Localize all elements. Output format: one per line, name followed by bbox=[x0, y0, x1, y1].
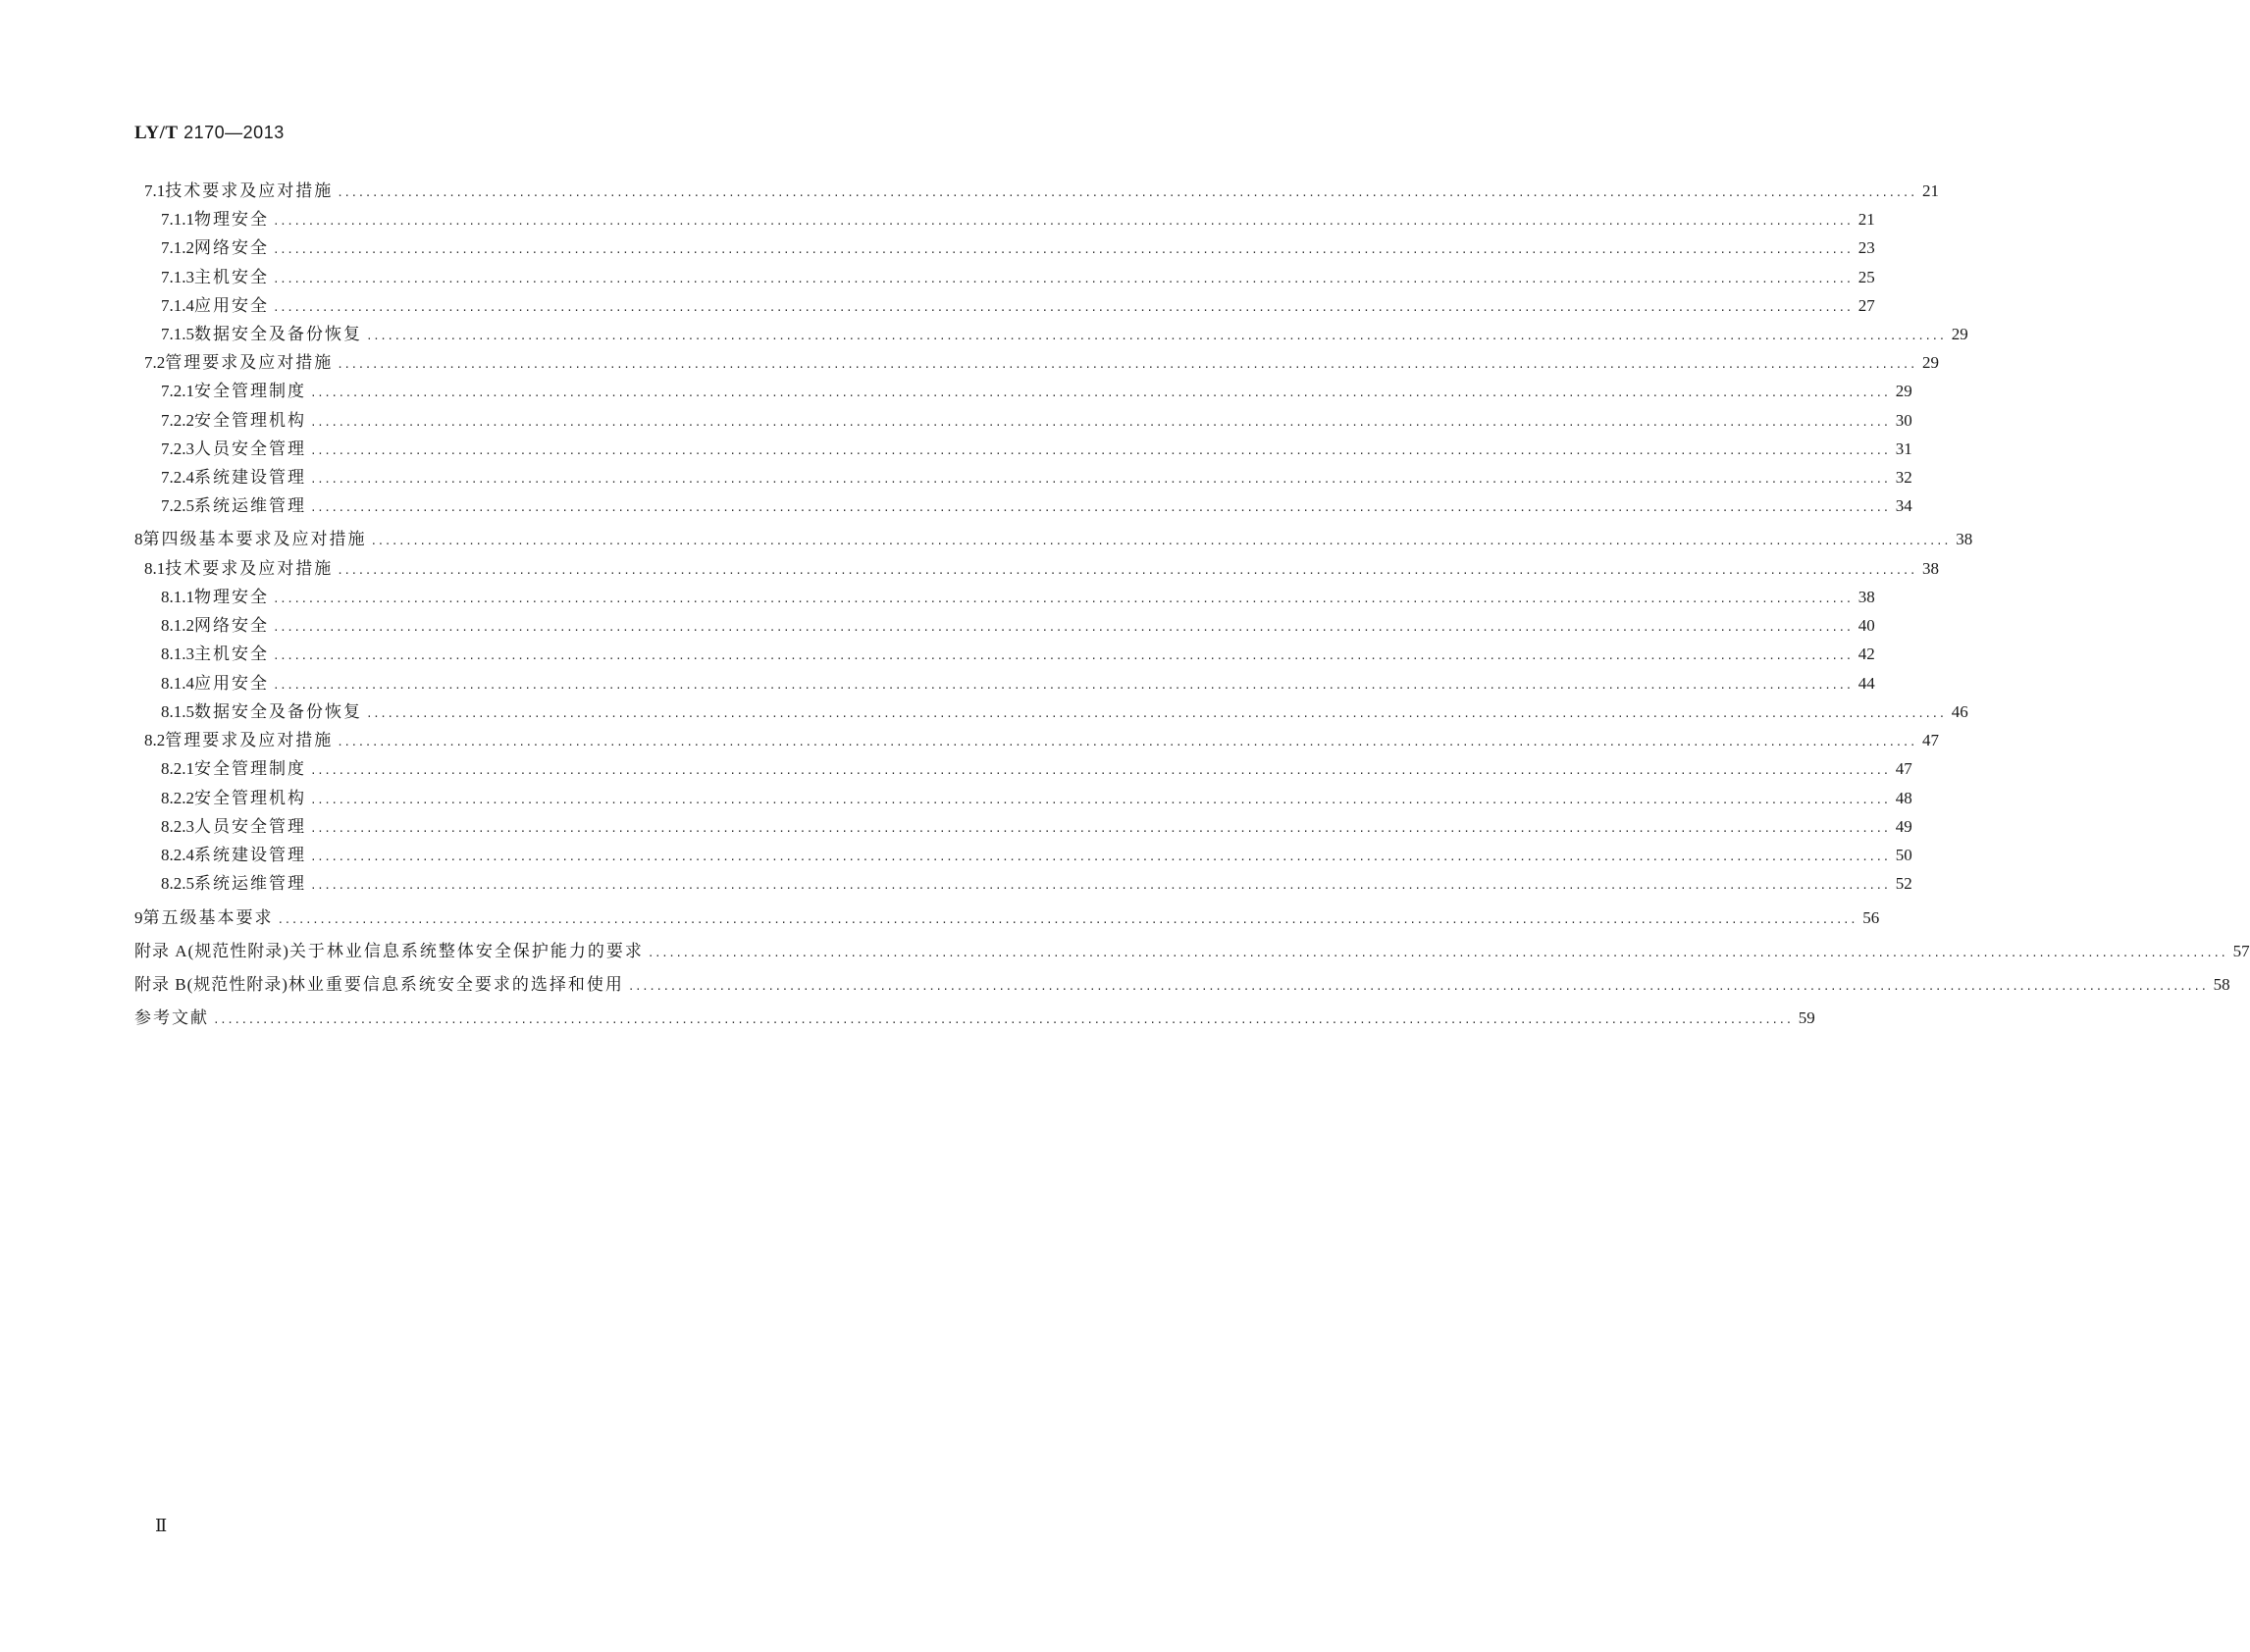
toc-leader-dots: .................................................................................................................................................................................................................................. bbox=[277, 913, 1858, 926]
toc-entry-number: 8.1.2 bbox=[161, 616, 194, 635]
toc-leader-dots: .................................................................................................................................................................................................................................. bbox=[627, 980, 2208, 993]
toc-entry-page: 29 bbox=[1951, 325, 1968, 343]
toc-leader-dots: .................................................................................................................................................................................................................................. bbox=[310, 764, 1890, 777]
toc-entry-number: 8.2.5 bbox=[161, 874, 194, 893]
toc-entry-number: 7.1.3 bbox=[161, 268, 194, 286]
toc-leader-dots: .................................................................................................................................................................................................................................. bbox=[273, 273, 1853, 285]
toc-leader-dots: .................................................................................................................................................................................................................................. bbox=[310, 416, 1890, 429]
standard-prefix: LY/T bbox=[134, 123, 179, 143]
toc-entry[interactable] bbox=[134, 937, 2250, 962]
toc-leader-dots: .................................................................................................................................................................................................................................. bbox=[337, 186, 1916, 199]
toc-entry-number: 7.1.5 bbox=[161, 325, 194, 343]
toc-entry[interactable] bbox=[134, 233, 1875, 259]
toc-entry-title: 系统运维管理 bbox=[194, 874, 306, 894]
toc-entry-page: 27 bbox=[1858, 296, 1875, 315]
toc-leader-dots: .................................................................................................................................................................................................................................. bbox=[370, 535, 1951, 547]
toc-leader-dots: .................................................................................................................................................................................................................................. bbox=[310, 879, 1890, 892]
toc-entry-number: 7.1.1 bbox=[161, 210, 194, 229]
toc-leader-dots: .................................................................................................................................................................................................................................. bbox=[310, 387, 1890, 399]
toc-leader-dots: .................................................................................................................................................................................................................................. bbox=[337, 736, 1916, 749]
toc-entry[interactable] bbox=[134, 1004, 1815, 1029]
toc-entry-page: 56 bbox=[1862, 908, 1880, 927]
toc-entry-title: 人员安全管理 bbox=[194, 817, 306, 837]
toc-leader-dots: .................................................................................................................................................................................................................................. bbox=[337, 564, 1916, 577]
toc-leader-dots: .................................................................................................................................................................................................................................. bbox=[273, 301, 1853, 314]
toc-entry[interactable] bbox=[134, 177, 1939, 202]
toc-entry-page: 59 bbox=[1798, 1008, 1815, 1027]
toc-leader-dots: .................................................................................................................................................................................................................................. bbox=[310, 501, 1890, 514]
toc-entry-title: 第五级基本要求 bbox=[142, 908, 274, 928]
toc-entry-title: 技术要求及应对措施 bbox=[165, 181, 334, 201]
toc-entry[interactable] bbox=[134, 970, 2230, 996]
toc-entry[interactable] bbox=[134, 754, 1912, 780]
toc-entry-page: 46 bbox=[1951, 702, 1968, 721]
toc-entry-title: 网络安全 bbox=[194, 238, 269, 258]
toc-entry-number: 7.2.1 bbox=[161, 382, 194, 400]
toc-entry-title: 应用安全 bbox=[194, 674, 269, 694]
toc-entry[interactable] bbox=[134, 554, 1939, 580]
toc-entry[interactable] bbox=[134, 669, 1875, 695]
toc-entry-number: 8.2 bbox=[144, 731, 166, 749]
toc-entry-number: 8.2.2 bbox=[161, 789, 194, 807]
toc-entry-title: 管理要求及应对措施 bbox=[165, 731, 334, 750]
toc-entry-title: 主机安全 bbox=[194, 268, 269, 287]
toc-leader-dots: .................................................................................................................................................................................................................................. bbox=[310, 851, 1890, 863]
toc-entry[interactable] bbox=[134, 640, 1875, 665]
toc-entry-title: 管理要求及应对措施 bbox=[165, 353, 334, 373]
toc-entry-title: 数据安全及备份恢复 bbox=[194, 325, 362, 344]
toc-entry-page: 50 bbox=[1895, 846, 1912, 864]
toc-entry-number: 8.1 bbox=[144, 559, 166, 578]
standard-header bbox=[134, 123, 285, 144]
toc-entry-number: 9 bbox=[134, 908, 143, 927]
toc-entry-page: 30 bbox=[1895, 411, 1912, 430]
toc-entry-number: 8 bbox=[134, 530, 143, 548]
toc-leader-dots: .................................................................................................................................................................................................................................. bbox=[310, 794, 1890, 806]
page-number: Ⅱ bbox=[155, 1516, 168, 1535]
toc-entry-page: 44 bbox=[1858, 674, 1875, 693]
toc-entry-number: 7.1.2 bbox=[161, 238, 194, 257]
toc-entry[interactable] bbox=[134, 263, 1875, 288]
toc-entry-page: 21 bbox=[1858, 210, 1875, 229]
toc-entry-number: 8.2.1 bbox=[161, 759, 194, 778]
toc-entry-title: 人员安全管理 bbox=[194, 439, 306, 459]
toc-entry-page: 58 bbox=[2213, 975, 2230, 994]
toc-leader-dots: .................................................................................................................................................................................................................................. bbox=[273, 215, 1853, 228]
toc-leader-dots: .................................................................................................................................................................................................................................. bbox=[273, 243, 1853, 256]
toc-entry-page: 25 bbox=[1858, 268, 1875, 286]
toc-leader-dots: .................................................................................................................................................................................................................................. bbox=[366, 707, 1946, 720]
toc-entry-number: 8.1.4 bbox=[161, 674, 194, 693]
toc-entry-page: 47 bbox=[1921, 731, 1939, 749]
toc-entry-title: 安全管理机构 bbox=[194, 411, 306, 431]
toc-entry[interactable] bbox=[134, 583, 1875, 608]
toc-entry[interactable] bbox=[134, 611, 1875, 637]
toc-entry-page: 47 bbox=[1895, 759, 1912, 778]
toc-leader-dots: .................................................................................................................................................................................................................................. bbox=[310, 473, 1890, 486]
toc-entry-page: 32 bbox=[1895, 468, 1912, 487]
toc-entry-title: 关于林业信息系统整体安全保护能力的要求 bbox=[288, 942, 644, 961]
toc-leader-dots: .................................................................................................................................................................................................................................. bbox=[337, 358, 1916, 371]
toc-entry[interactable] bbox=[134, 903, 1880, 929]
toc-leader-dots: .................................................................................................................................................................................................................................. bbox=[213, 1013, 1793, 1026]
toc-entry-number: 7.1 bbox=[144, 181, 166, 200]
toc-entry-page: 52 bbox=[1895, 874, 1912, 893]
toc-leader-dots: .................................................................................................................................................................................................................................. bbox=[273, 621, 1853, 634]
toc-leader-dots: .................................................................................................................................................................................................................................. bbox=[647, 947, 2227, 959]
toc-entry-page: 21 bbox=[1921, 181, 1939, 200]
toc-leader-dots: .................................................................................................................................................................................................................................. bbox=[310, 822, 1890, 835]
toc-entry[interactable] bbox=[134, 784, 1912, 809]
toc-entry-title: 第四级基本要求及应对措施 bbox=[142, 530, 367, 549]
toc-entry-title: 系统建设管理 bbox=[194, 846, 306, 865]
toc-entry[interactable] bbox=[134, 406, 1912, 432]
toc-entry[interactable] bbox=[134, 491, 1912, 517]
toc-entry-number: 8.1.3 bbox=[161, 645, 194, 663]
toc-entry-title: 物理安全 bbox=[194, 588, 269, 607]
toc-entry-page: 34 bbox=[1895, 496, 1912, 515]
toc-entry-number: 8.2.4 bbox=[161, 846, 194, 864]
toc-entry-page: 40 bbox=[1858, 616, 1875, 635]
toc-entry[interactable] bbox=[134, 697, 1968, 723]
toc-entry-number: 附录 B(规范性附录) bbox=[134, 975, 288, 994]
toc-entry-number: 7.2.4 bbox=[161, 468, 194, 487]
toc-entry[interactable] bbox=[134, 869, 1912, 895]
toc-entry-title: 安全管理制度 bbox=[194, 759, 306, 779]
toc-entry-page: 42 bbox=[1858, 645, 1875, 663]
toc-entry[interactable] bbox=[134, 463, 1912, 489]
toc-entry[interactable] bbox=[134, 377, 1912, 402]
toc-entry-page: 29 bbox=[1895, 382, 1912, 400]
toc-entry[interactable] bbox=[134, 812, 1912, 838]
toc-entry-page: 38 bbox=[1956, 530, 1973, 548]
toc-entry-number: 8.2.3 bbox=[161, 817, 194, 836]
toc-entry-title: 应用安全 bbox=[194, 296, 269, 316]
toc-entry[interactable] bbox=[134, 291, 1875, 317]
toc-entry[interactable] bbox=[134, 726, 1939, 751]
toc-entry-title: 主机安全 bbox=[194, 645, 269, 664]
toc-entry-title: 物理安全 bbox=[194, 210, 269, 230]
toc-entry-page: 38 bbox=[1921, 559, 1939, 578]
toc-entry-title: 安全管理制度 bbox=[194, 382, 306, 401]
toc-entry[interactable] bbox=[134, 525, 1973, 550]
toc-entry-number: 7.2.2 bbox=[161, 411, 194, 430]
toc-entry[interactable] bbox=[134, 320, 1968, 345]
toc-leader-dots: .................................................................................................................................................................................................................................. bbox=[273, 593, 1853, 605]
toc-entry[interactable] bbox=[134, 205, 1875, 231]
standard-code: 2170—2013 bbox=[183, 123, 285, 142]
toc-entry-page: 57 bbox=[2232, 942, 2250, 960]
toc-leader-dots: .................................................................................................................................................................................................................................. bbox=[273, 679, 1853, 692]
toc-entry-page: 23 bbox=[1858, 238, 1875, 257]
toc-entry-number: 附录 A(规范性附录) bbox=[134, 942, 289, 960]
toc-entry-title: 数据安全及备份恢复 bbox=[194, 702, 362, 722]
toc-entry-number: 8.1.1 bbox=[161, 588, 194, 606]
toc-entry-title: 安全管理机构 bbox=[194, 789, 306, 808]
toc-leader-dots: .................................................................................................................................................................................................................................. bbox=[366, 330, 1946, 342]
toc-leader-dots: .................................................................................................................................................................................................................................. bbox=[310, 444, 1890, 457]
toc-entry-number: 7.2.5 bbox=[161, 496, 194, 515]
toc-entry-number: 8.1.5 bbox=[161, 702, 194, 721]
toc-entry[interactable] bbox=[134, 435, 1912, 460]
toc-entry-title: 系统运维管理 bbox=[194, 496, 306, 516]
toc-entry-title: 参考文献 bbox=[134, 1008, 209, 1028]
toc-entry-page: 38 bbox=[1858, 588, 1875, 606]
toc-entry-number: 7.2 bbox=[144, 353, 166, 372]
toc-entry-page: 31 bbox=[1895, 439, 1912, 458]
toc-entry-title: 林业重要信息系统安全要求的选择和使用 bbox=[288, 975, 624, 995]
toc-entry[interactable] bbox=[134, 841, 1912, 866]
toc-entry-number: 7.1.4 bbox=[161, 296, 194, 315]
toc-entry[interactable] bbox=[134, 348, 1939, 374]
toc-entry-number: 7.2.3 bbox=[161, 439, 194, 458]
toc-leader-dots: .................................................................................................................................................................................................................................. bbox=[273, 649, 1853, 662]
toc-entry-title: 网络安全 bbox=[194, 616, 269, 636]
toc-entry-title: 技术要求及应对措施 bbox=[165, 559, 334, 579]
toc-entry-page: 29 bbox=[1921, 353, 1939, 372]
toc-entry-page: 48 bbox=[1895, 789, 1912, 807]
toc-entry-page: 49 bbox=[1895, 817, 1912, 836]
toc-entry-title: 系统建设管理 bbox=[194, 468, 306, 488]
